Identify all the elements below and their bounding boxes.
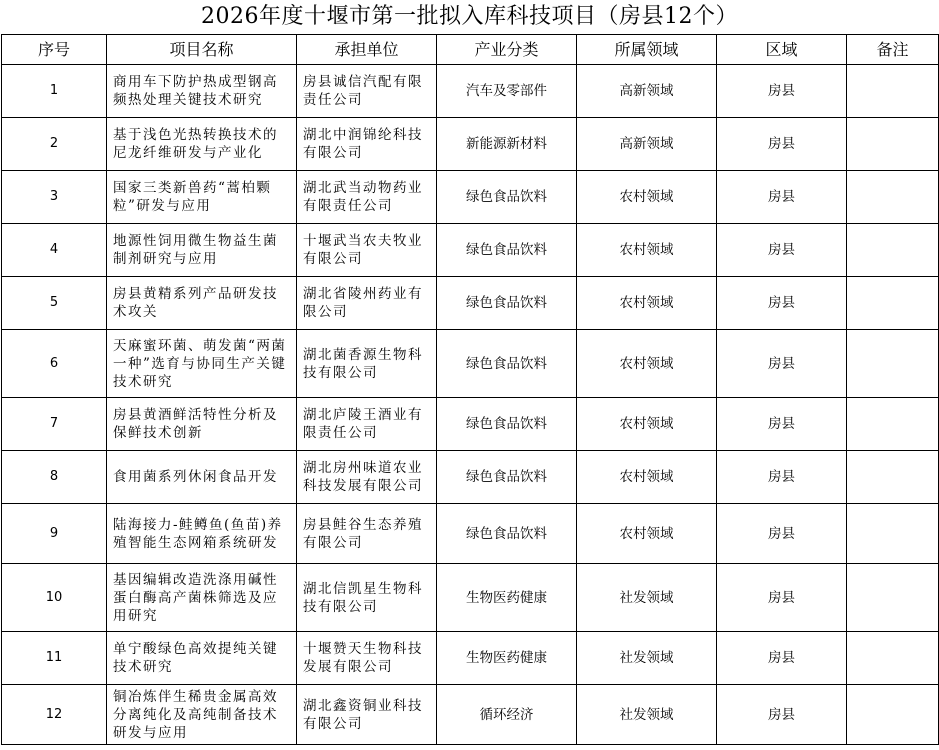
cell-remark [847, 504, 939, 564]
cell-field: 农村领域 [577, 504, 717, 564]
cell-field: 农村领域 [577, 277, 717, 330]
cell-field: 农村领域 [577, 171, 717, 224]
cell-project-name: 单宁酸绿色高效提纯关键技术研究 [107, 632, 297, 685]
table-row [2, 171, 939, 224]
table-row [2, 564, 939, 632]
cell-project-name: 国家三类新兽药“蒿柏颗粒”研发与应用 [107, 171, 297, 224]
cell-project-name: 商用车下防护热成型钢高频热处理关键技术研究 [107, 65, 297, 118]
cell-remark [847, 564, 939, 632]
cell-unit: 湖北省陵州药业有限公司 [297, 277, 437, 330]
cell-remark [847, 632, 939, 685]
cell-industry: 绿色食品饮料 [437, 224, 577, 277]
cell-industry: 绿色食品饮料 [437, 504, 577, 564]
cell-region: 房县 [717, 330, 847, 398]
cell-unit: 湖北武当动物药业有限责任公司 [297, 171, 437, 224]
header-unit: 承担单位 [297, 35, 437, 65]
project-table [1, 34, 939, 745]
cell-region: 房县 [717, 632, 847, 685]
document-title: 2026年度十堰市第一批拟入库科技项目（房县12个） [201, 4, 738, 29]
table-header-row [2, 35, 939, 65]
table-row [2, 632, 939, 685]
cell-industry: 绿色食品饮料 [437, 398, 577, 451]
cell-unit: 湖北信凯星生物科技有限公司 [297, 564, 437, 632]
header-region: 区域 [717, 35, 847, 65]
cell-remark [847, 398, 939, 451]
cell-unit: 房县鲑谷生态养殖有限公司 [297, 504, 437, 564]
cell-unit: 湖北庐陵王酒业有限责任公司 [297, 398, 437, 451]
header-industry: 产业分类 [437, 35, 577, 65]
cell-project-name: 铜冶炼伴生稀贵金属高效分离纯化及高纯制备技术研发与应用 [107, 685, 297, 745]
cell-remark [847, 685, 939, 745]
cell-unit: 十堰武当农夫牧业有限公司 [297, 224, 437, 277]
cell-seq: 11 [2, 632, 107, 685]
cell-seq: 10 [2, 564, 107, 632]
cell-region: 房县 [717, 398, 847, 451]
cell-field: 农村领域 [577, 398, 717, 451]
cell-industry: 新能源新材料 [437, 118, 577, 171]
cell-remark [847, 330, 939, 398]
header-remark: 备注 [847, 35, 939, 65]
cell-seq: 1 [2, 65, 107, 118]
table-row [2, 277, 939, 330]
cell-remark [847, 277, 939, 330]
header-field: 所属领域 [577, 35, 717, 65]
cell-project-name: 地源性饲用微生物益生菌制剂研究与应用 [107, 224, 297, 277]
cell-seq: 3 [2, 171, 107, 224]
cell-project-name: 天麻蜜环菌、萌发菌“两菌一种”选育与协同生产关键技术研究 [107, 330, 297, 398]
table-row [2, 330, 939, 398]
table-row [2, 504, 939, 564]
cell-seq: 5 [2, 277, 107, 330]
table-row [2, 398, 939, 451]
cell-field: 农村领域 [577, 451, 717, 504]
cell-region: 房县 [717, 685, 847, 745]
cell-field: 农村领域 [577, 224, 717, 277]
cell-seq: 9 [2, 504, 107, 564]
cell-industry: 汽车及零部件 [437, 65, 577, 118]
cell-industry: 生物医药健康 [437, 564, 577, 632]
cell-project-name: 陆海接力-鲑鳟鱼(鱼苗)养殖智能生态网箱系统研发 [107, 504, 297, 564]
cell-seq: 6 [2, 330, 107, 398]
cell-unit: 湖北菌香源生物科技有限公司 [297, 330, 437, 398]
cell-project-name: 基因编辑改造洗涤用碱性蛋白酶高产菌株筛选及应用研究 [107, 564, 297, 632]
cell-project-name: 房县黄精系列产品研发技术攻关 [107, 277, 297, 330]
cell-industry: 绿色食品饮料 [437, 277, 577, 330]
cell-region: 房县 [717, 65, 847, 118]
cell-seq: 4 [2, 224, 107, 277]
table-row [2, 65, 939, 118]
cell-unit: 湖北鑫资铜业科技有限公司 [297, 685, 437, 745]
cell-unit: 房县诚信汽配有限责任公司 [297, 65, 437, 118]
cell-project-name: 基于浅色光热转换技术的尼龙纤维研发与产业化 [107, 118, 297, 171]
cell-remark [847, 451, 939, 504]
cell-remark [847, 65, 939, 118]
cell-field: 高新领域 [577, 65, 717, 118]
cell-region: 房县 [717, 224, 847, 277]
cell-remark [847, 171, 939, 224]
cell-seq: 2 [2, 118, 107, 171]
cell-region: 房县 [717, 118, 847, 171]
cell-region: 房县 [717, 564, 847, 632]
cell-industry: 绿色食品饮料 [437, 171, 577, 224]
header-project-name: 项目名称 [107, 35, 297, 65]
cell-field: 高新领域 [577, 118, 717, 171]
cell-industry: 绿色食品饮料 [437, 330, 577, 398]
cell-field: 农村领域 [577, 330, 717, 398]
table-row [2, 685, 939, 745]
cell-project-name: 食用菌系列休闲食品开发 [107, 451, 297, 504]
cell-unit: 湖北中润锦纶科技有限公司 [297, 118, 437, 171]
table-row [2, 224, 939, 277]
cell-region: 房县 [717, 277, 847, 330]
cell-seq: 7 [2, 398, 107, 451]
cell-region: 房县 [717, 504, 847, 564]
cell-remark [847, 118, 939, 171]
cell-region: 房县 [717, 171, 847, 224]
header-seq: 序号 [2, 35, 107, 65]
cell-unit: 十堰赞天生物科技发展有限公司 [297, 632, 437, 685]
cell-industry: 循环经济 [437, 685, 577, 745]
cell-seq: 12 [2, 685, 107, 745]
cell-field: 社发领域 [577, 632, 717, 685]
cell-project-name: 房县黄酒鲜活特性分析及保鲜技术创新 [107, 398, 297, 451]
cell-region: 房县 [717, 451, 847, 504]
table-row [2, 451, 939, 504]
cell-remark [847, 224, 939, 277]
cell-field: 社发领域 [577, 685, 717, 745]
cell-field: 社发领域 [577, 564, 717, 632]
table-body [2, 65, 939, 745]
cell-seq: 8 [2, 451, 107, 504]
table-row [2, 118, 939, 171]
cell-industry: 生物医药健康 [437, 632, 577, 685]
cell-unit: 湖北房州味道农业科技发展有限公司 [297, 451, 437, 504]
cell-industry: 绿色食品饮料 [437, 451, 577, 504]
